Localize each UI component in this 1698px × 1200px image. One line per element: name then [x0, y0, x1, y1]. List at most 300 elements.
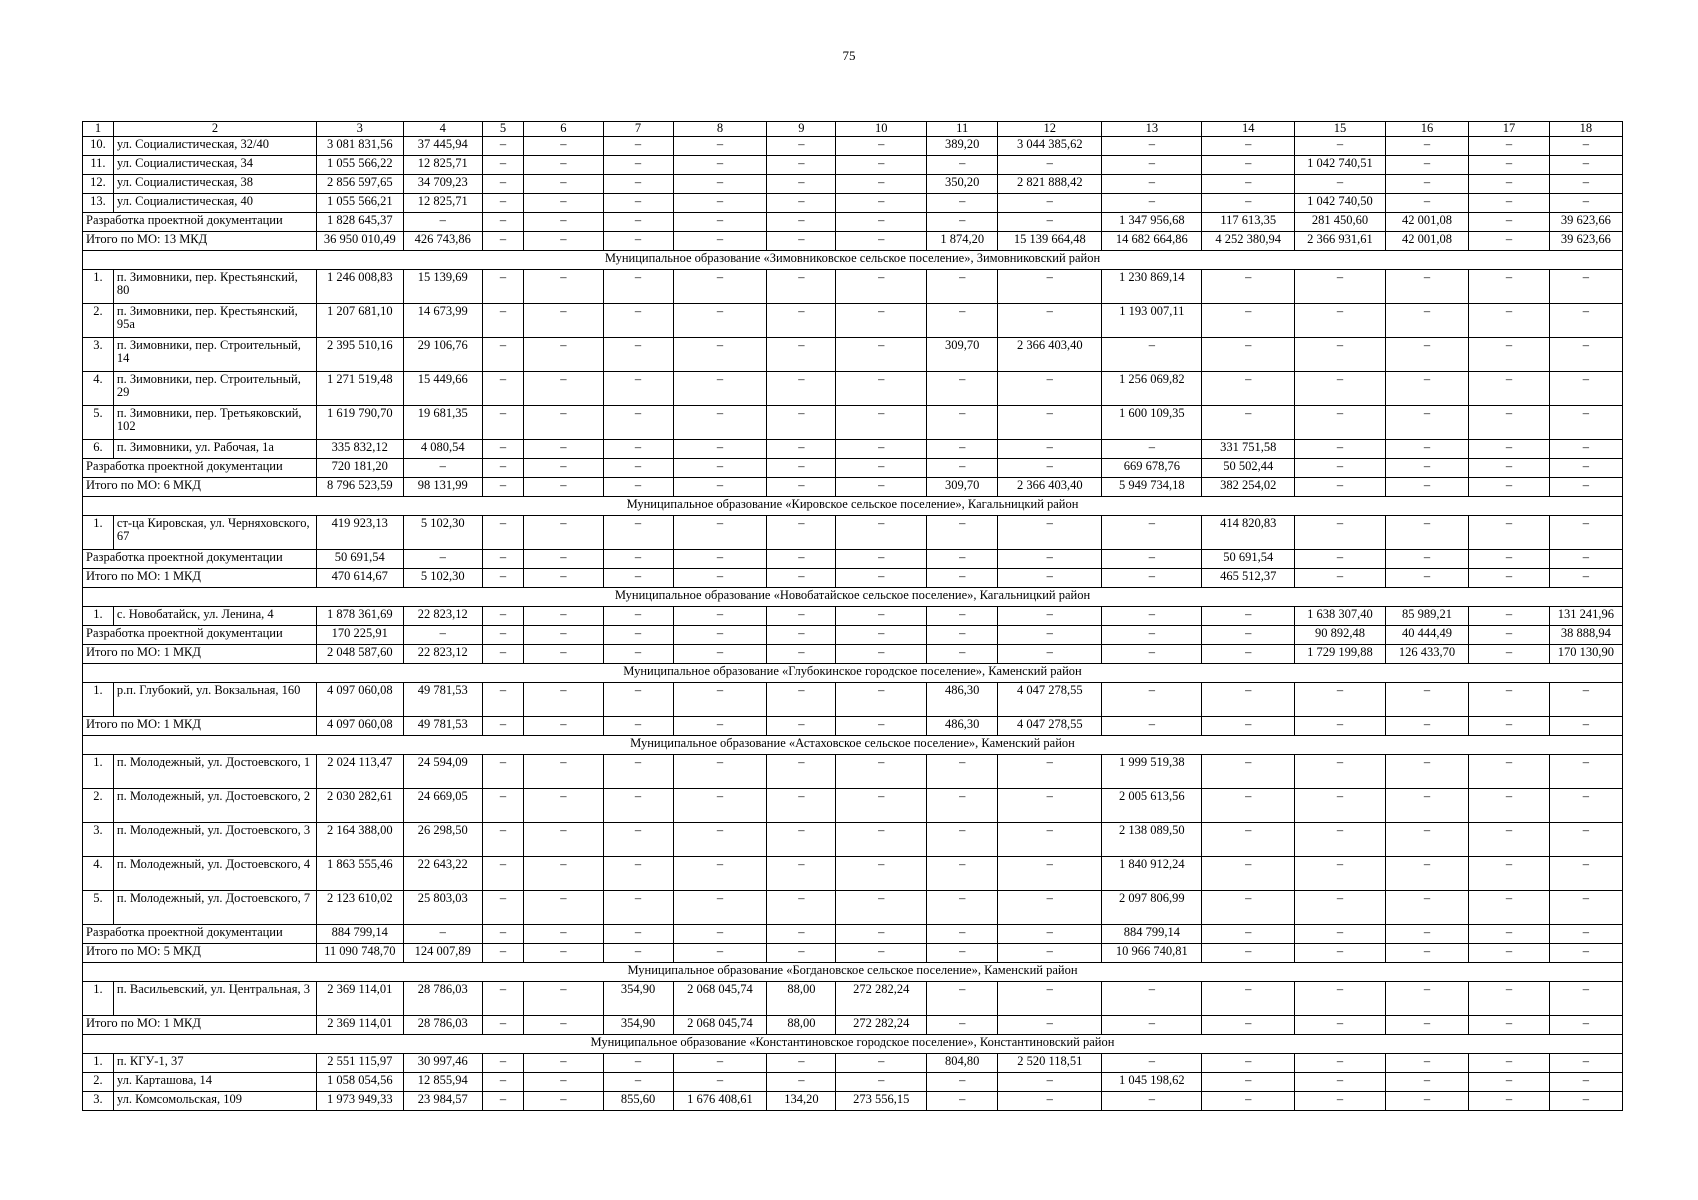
table-cell: 26 298,50: [403, 823, 482, 857]
table-cell: –: [1295, 406, 1386, 440]
table-cell: –: [836, 717, 927, 736]
table-cell: –: [767, 304, 836, 338]
table-cell: –: [524, 1016, 603, 1035]
table-cell: 11 090 748,70: [316, 944, 403, 963]
table-cell: 2 164 388,00: [316, 823, 403, 857]
table-cell: 117 613,35: [1202, 213, 1295, 232]
table-cell: –: [482, 156, 523, 175]
table-cell: –: [603, 156, 673, 175]
table-cell: –: [1549, 857, 1622, 891]
table-cell: –: [673, 857, 767, 891]
table-cell: 15 139 664,48: [998, 232, 1102, 251]
table-cell: –: [673, 1054, 767, 1073]
table-cell: –: [1469, 516, 1549, 550]
table-cell: –: [998, 1092, 1102, 1111]
table-cell: –: [1549, 304, 1622, 338]
table-cell: 486,30: [927, 683, 998, 717]
table-cell: 4 097 060,08: [316, 717, 403, 736]
table-row: [83, 891, 1623, 925]
column-number-cell: 5: [482, 122, 523, 137]
table-cell: –: [998, 213, 1102, 232]
row-number: 1.: [83, 982, 114, 1016]
table-cell: –: [603, 683, 673, 717]
table-cell: 22 643,22: [403, 857, 482, 891]
table-cell: –: [836, 478, 927, 497]
table-cell: –: [767, 270, 836, 304]
table-cell: –: [1549, 755, 1622, 789]
table-cell: –: [767, 478, 836, 497]
table-cell: –: [836, 213, 927, 232]
row-number: 1.: [83, 1054, 114, 1073]
table-cell: –: [836, 175, 927, 194]
address-cell: с. Новобатайск, ул. Ленина, 4: [113, 607, 316, 626]
table-cell: –: [603, 1073, 673, 1092]
table-cell: 2 366 403,40: [998, 478, 1102, 497]
table-cell: –: [482, 1073, 523, 1092]
table-cell: –: [603, 194, 673, 213]
row-number: 4.: [83, 857, 114, 891]
column-number-cell: 18: [1549, 122, 1622, 137]
table-cell: –: [1295, 717, 1386, 736]
table-cell: –: [1469, 857, 1549, 891]
table-cell: –: [1549, 550, 1622, 569]
table-cell: –: [1549, 1016, 1622, 1035]
table-cell: 50 502,44: [1202, 459, 1295, 478]
address-cell: п. Молодежный, ул. Достоевского, 4: [113, 857, 316, 891]
table-cell: –: [1295, 478, 1386, 497]
table-cell: –: [1549, 478, 1622, 497]
table-cell: –: [1549, 406, 1622, 440]
table-cell: –: [673, 607, 767, 626]
table-cell: –: [998, 857, 1102, 891]
table-cell: –: [1469, 137, 1549, 156]
table-cell: –: [1385, 925, 1468, 944]
table-row: [83, 372, 1623, 406]
table-cell: –: [998, 823, 1102, 857]
table-cell: –: [1469, 338, 1549, 372]
table-cell: 2 068 045,74: [673, 1016, 767, 1035]
address-cell: ул. Социалистическая, 38: [113, 175, 316, 194]
table-cell: –: [1549, 891, 1622, 925]
table-cell: –: [1469, 406, 1549, 440]
table-cell: 28 786,03: [403, 982, 482, 1016]
table-cell: –: [1549, 823, 1622, 857]
table-cell: –: [836, 372, 927, 406]
table-cell: –: [1102, 626, 1202, 645]
table-cell: 1 055 566,22: [316, 156, 403, 175]
table-cell: –: [524, 626, 603, 645]
table-cell: 720 181,20: [316, 459, 403, 478]
section-title: Муниципальное образование «Астаховское сельское поселение», Каменский район: [83, 736, 1623, 755]
table-cell: –: [998, 270, 1102, 304]
table-cell: –: [673, 569, 767, 588]
table-cell: –: [403, 213, 482, 232]
table-cell: 272 282,24: [836, 1016, 927, 1035]
table-cell: –: [1385, 372, 1468, 406]
table-cell: 855,60: [603, 1092, 673, 1111]
column-number-cell: 6: [524, 122, 603, 137]
table-cell: –: [524, 944, 603, 963]
row-number: 4.: [83, 372, 114, 406]
table-cell: –: [767, 717, 836, 736]
table-cell: –: [482, 857, 523, 891]
table-cell: 382 254,02: [1202, 478, 1295, 497]
table-cell: 309,70: [927, 338, 998, 372]
summary-label: Разработка проектной документации: [83, 550, 317, 569]
table-cell: 42 001,08: [1385, 232, 1468, 251]
table-cell: –: [1549, 1054, 1622, 1073]
address-cell: п. Молодежный, ул. Достоевского, 3: [113, 823, 316, 857]
table-cell: 331 751,58: [1202, 440, 1295, 459]
table-cell: –: [767, 569, 836, 588]
table-cell: –: [836, 440, 927, 459]
table-cell: 25 803,03: [403, 891, 482, 925]
table-cell: –: [603, 1054, 673, 1073]
table-cell: –: [927, 516, 998, 550]
table-cell: –: [1102, 607, 1202, 626]
table-cell: –: [1295, 857, 1386, 891]
table-cell: –: [1202, 944, 1295, 963]
table-cell: 5 102,30: [403, 516, 482, 550]
table-cell: 4 047 278,55: [998, 717, 1102, 736]
table-cell: 1 193 007,11: [1102, 304, 1202, 338]
table-cell: –: [767, 550, 836, 569]
table-cell: –: [673, 645, 767, 664]
summary-label: Разработка проектной документации: [83, 925, 317, 944]
table-cell: –: [998, 516, 1102, 550]
section-title: Муниципальное образование «Богдановское сельское поселение», Каменский район: [83, 963, 1623, 982]
table-cell: –: [836, 789, 927, 823]
table-cell: –: [673, 550, 767, 569]
table-cell: –: [482, 717, 523, 736]
table-cell: –: [998, 194, 1102, 213]
table-cell: –: [1549, 944, 1622, 963]
table-cell: –: [524, 478, 603, 497]
table-cell: 2 551 115,97: [316, 1054, 403, 1073]
table-cell: –: [767, 925, 836, 944]
table-cell: –: [1469, 1092, 1549, 1111]
table-cell: 37 445,94: [403, 137, 482, 156]
table-cell: –: [1385, 406, 1468, 440]
table-cell: –: [927, 645, 998, 664]
table-cell: –: [767, 406, 836, 440]
column-number-cell: 11: [927, 122, 998, 137]
table-cell: –: [603, 823, 673, 857]
table-cell: 15 139,69: [403, 270, 482, 304]
table-cell: –: [927, 789, 998, 823]
table-row: [83, 683, 1623, 717]
table-cell: 28 786,03: [403, 1016, 482, 1035]
table-cell: –: [767, 213, 836, 232]
table-cell: –: [836, 1073, 927, 1092]
table-cell: 2 048 587,60: [316, 645, 403, 664]
table-cell: –: [767, 944, 836, 963]
column-number-cell: 12: [998, 122, 1102, 137]
table-cell: –: [1469, 891, 1549, 925]
table-cell: –: [482, 607, 523, 626]
table-cell: –: [927, 194, 998, 213]
table-cell: –: [836, 755, 927, 789]
table-cell: –: [998, 459, 1102, 478]
table-cell: –: [1295, 137, 1386, 156]
table-cell: 24 669,05: [403, 789, 482, 823]
table-row: [83, 823, 1623, 857]
table-cell: –: [767, 683, 836, 717]
table-cell: –: [1385, 304, 1468, 338]
table-cell: 12 825,71: [403, 194, 482, 213]
table-cell: 39 623,66: [1549, 232, 1622, 251]
row-number: 2.: [83, 1073, 114, 1092]
table-cell: –: [998, 944, 1102, 963]
table-cell: –: [1202, 1073, 1295, 1092]
table-cell: –: [524, 925, 603, 944]
table-cell: –: [1385, 550, 1468, 569]
table-cell: –: [524, 755, 603, 789]
table-cell: 12 855,94: [403, 1073, 482, 1092]
table-cell: –: [1549, 270, 1622, 304]
table-cell: –: [767, 626, 836, 645]
table-cell: –: [767, 1054, 836, 1073]
table-cell: –: [927, 1016, 998, 1035]
table-cell: –: [1102, 645, 1202, 664]
table-cell: 4 080,54: [403, 440, 482, 459]
table-cell: –: [524, 569, 603, 588]
table-cell: –: [1549, 1073, 1622, 1092]
table-cell: –: [927, 1092, 998, 1111]
table-cell: –: [1295, 440, 1386, 459]
table-cell: –: [524, 304, 603, 338]
table-cell: –: [1469, 823, 1549, 857]
table-cell: 1 042 740,50: [1295, 194, 1386, 213]
summary-row: [83, 232, 1623, 251]
table-cell: –: [673, 372, 767, 406]
section-title: Муниципальное образование «Глубокинское городское поселение», Каменский район: [83, 664, 1623, 683]
table-cell: –: [1549, 194, 1622, 213]
table-cell: –: [1549, 156, 1622, 175]
table-cell: –: [673, 459, 767, 478]
table-cell: 22 823,12: [403, 645, 482, 664]
table-cell: 4 097 060,08: [316, 683, 403, 717]
row-number: 12.: [83, 175, 114, 194]
table-cell: –: [673, 137, 767, 156]
table-cell: –: [1469, 478, 1549, 497]
table-cell: 1 828 645,37: [316, 213, 403, 232]
table-cell: –: [1202, 857, 1295, 891]
table-cell: –: [836, 857, 927, 891]
table-cell: –: [603, 891, 673, 925]
section-title: Муниципальное образование «Новобатайское сельское поселение», Кагальницкий район: [83, 588, 1623, 607]
table-cell: –: [1469, 1073, 1549, 1092]
table-cell: –: [1102, 1092, 1202, 1111]
table-cell: 1 999 519,38: [1102, 755, 1202, 789]
table-cell: –: [1549, 1092, 1622, 1111]
table-cell: –: [482, 1054, 523, 1073]
summary-row: [83, 717, 1623, 736]
table-cell: 30 997,46: [403, 1054, 482, 1073]
table-row: [83, 607, 1623, 626]
table-cell: –: [1469, 175, 1549, 194]
table-cell: –: [998, 925, 1102, 944]
table-cell: –: [524, 607, 603, 626]
table-cell: 273 556,15: [836, 1092, 927, 1111]
address-cell: ул. Карташова, 14: [113, 1073, 316, 1092]
table-cell: –: [1295, 755, 1386, 789]
section-title: Муниципальное образование «Константиновское городское поселение», Константиновский район: [83, 1035, 1623, 1054]
table-cell: –: [1469, 372, 1549, 406]
table-cell: –: [1469, 270, 1549, 304]
table-cell: –: [482, 789, 523, 823]
table-cell: 15 449,66: [403, 372, 482, 406]
table-row: [83, 137, 1623, 156]
address-cell: п. Молодежный, ул. Достоевского, 1: [113, 755, 316, 789]
table-cell: –: [1295, 891, 1386, 925]
table-cell: –: [1469, 194, 1549, 213]
table-cell: –: [1102, 1054, 1202, 1073]
summary-label: Разработка проектной документации: [83, 459, 317, 478]
row-number: 3.: [83, 338, 114, 372]
table-cell: –: [482, 550, 523, 569]
table-row: [83, 175, 1623, 194]
table-cell: –: [1385, 194, 1468, 213]
table-cell: –: [524, 459, 603, 478]
table-cell: 2 369 114,01: [316, 982, 403, 1016]
table-cell: –: [482, 304, 523, 338]
table-cell: –: [673, 891, 767, 925]
table-cell: 131 241,96: [1549, 607, 1622, 626]
table-cell: –: [1385, 338, 1468, 372]
table-cell: –: [836, 626, 927, 645]
summary-row: [83, 569, 1623, 588]
table-cell: –: [927, 891, 998, 925]
table-cell: 5 102,30: [403, 569, 482, 588]
table-cell: –: [603, 338, 673, 372]
column-number-cell: 3: [316, 122, 403, 137]
summary-label: Итого по МО: 5 МКД: [83, 944, 317, 963]
table-cell: –: [524, 440, 603, 459]
table-cell: –: [767, 194, 836, 213]
table-cell: –: [767, 823, 836, 857]
table-cell: 3 044 385,62: [998, 137, 1102, 156]
table-cell: –: [524, 1054, 603, 1073]
table-cell: –: [1102, 516, 1202, 550]
summary-row: [83, 550, 1623, 569]
table-cell: –: [998, 440, 1102, 459]
row-number: 1.: [83, 607, 114, 626]
column-number-cell: 4: [403, 122, 482, 137]
table-cell: –: [767, 232, 836, 251]
table-cell: –: [403, 459, 482, 478]
summary-label: Итого по МО: 1 МКД: [83, 1016, 317, 1035]
table-cell: –: [767, 857, 836, 891]
table-cell: –: [998, 607, 1102, 626]
table-cell: 12 825,71: [403, 156, 482, 175]
table-cell: –: [1385, 156, 1468, 175]
table-cell: –: [673, 823, 767, 857]
column-number-cell: 7: [603, 122, 673, 137]
table-cell: –: [998, 982, 1102, 1016]
table-cell: –: [1202, 717, 1295, 736]
table-cell: 470 614,67: [316, 569, 403, 588]
section-header-row: [83, 588, 1623, 607]
table-cell: 354,90: [603, 1016, 673, 1035]
table-cell: –: [767, 789, 836, 823]
table-cell: 40 444,49: [1385, 626, 1468, 645]
row-number: 10.: [83, 137, 114, 156]
table-cell: –: [1295, 1054, 1386, 1073]
table-cell: –: [1202, 175, 1295, 194]
table-cell: 24 594,09: [403, 755, 482, 789]
table-cell: 2 520 118,51: [998, 1054, 1102, 1073]
table-cell: 3 081 831,56: [316, 137, 403, 156]
table-cell: –: [1295, 982, 1386, 1016]
summary-row: [83, 645, 1623, 664]
table-cell: –: [1202, 823, 1295, 857]
table-cell: –: [1295, 338, 1386, 372]
table-cell: –: [403, 626, 482, 645]
table-cell: –: [1295, 1016, 1386, 1035]
table-cell: –: [524, 789, 603, 823]
table-cell: –: [1385, 516, 1468, 550]
table-cell: –: [1469, 789, 1549, 823]
table-cell: –: [524, 1073, 603, 1092]
row-number: 1.: [83, 755, 114, 789]
table-cell: –: [927, 372, 998, 406]
section-header-row: [83, 1035, 1623, 1054]
table-cell: –: [1202, 1054, 1295, 1073]
table-cell: –: [1295, 304, 1386, 338]
column-number-cell: 1: [83, 122, 114, 137]
table-cell: –: [1385, 440, 1468, 459]
table-cell: 5 949 734,18: [1102, 478, 1202, 497]
table-cell: –: [673, 626, 767, 645]
column-number-cell: 14: [1202, 122, 1295, 137]
table-cell: –: [524, 372, 603, 406]
table-row: [83, 755, 1623, 789]
table-cell: –: [1469, 717, 1549, 736]
table-cell: 2 030 282,61: [316, 789, 403, 823]
table-cell: –: [524, 717, 603, 736]
table-cell: –: [482, 194, 523, 213]
table-cell: –: [524, 338, 603, 372]
row-number: 1.: [83, 516, 114, 550]
table-cell: –: [1549, 175, 1622, 194]
table-cell: 350,20: [927, 175, 998, 194]
table-cell: –: [836, 459, 927, 478]
table-cell: 1 207 681,10: [316, 304, 403, 338]
table-cell: –: [927, 755, 998, 789]
table-cell: –: [836, 338, 927, 372]
table-cell: –: [1102, 338, 1202, 372]
table-cell: 1 246 008,83: [316, 270, 403, 304]
table-cell: –: [927, 823, 998, 857]
table-cell: –: [524, 175, 603, 194]
table-cell: –: [1102, 683, 1202, 717]
table-cell: –: [836, 232, 927, 251]
table-cell: –: [836, 137, 927, 156]
table-cell: –: [603, 175, 673, 194]
table-cell: –: [767, 137, 836, 156]
housing-repair-table: [82, 121, 1623, 1111]
row-number: 13.: [83, 194, 114, 213]
table-cell: –: [767, 459, 836, 478]
table-cell: –: [603, 925, 673, 944]
table-cell: 134,20: [767, 1092, 836, 1111]
table-row: [83, 406, 1623, 440]
table-cell: –: [1385, 270, 1468, 304]
table-cell: –: [524, 156, 603, 175]
table-cell: –: [603, 232, 673, 251]
table-cell: –: [1295, 516, 1386, 550]
